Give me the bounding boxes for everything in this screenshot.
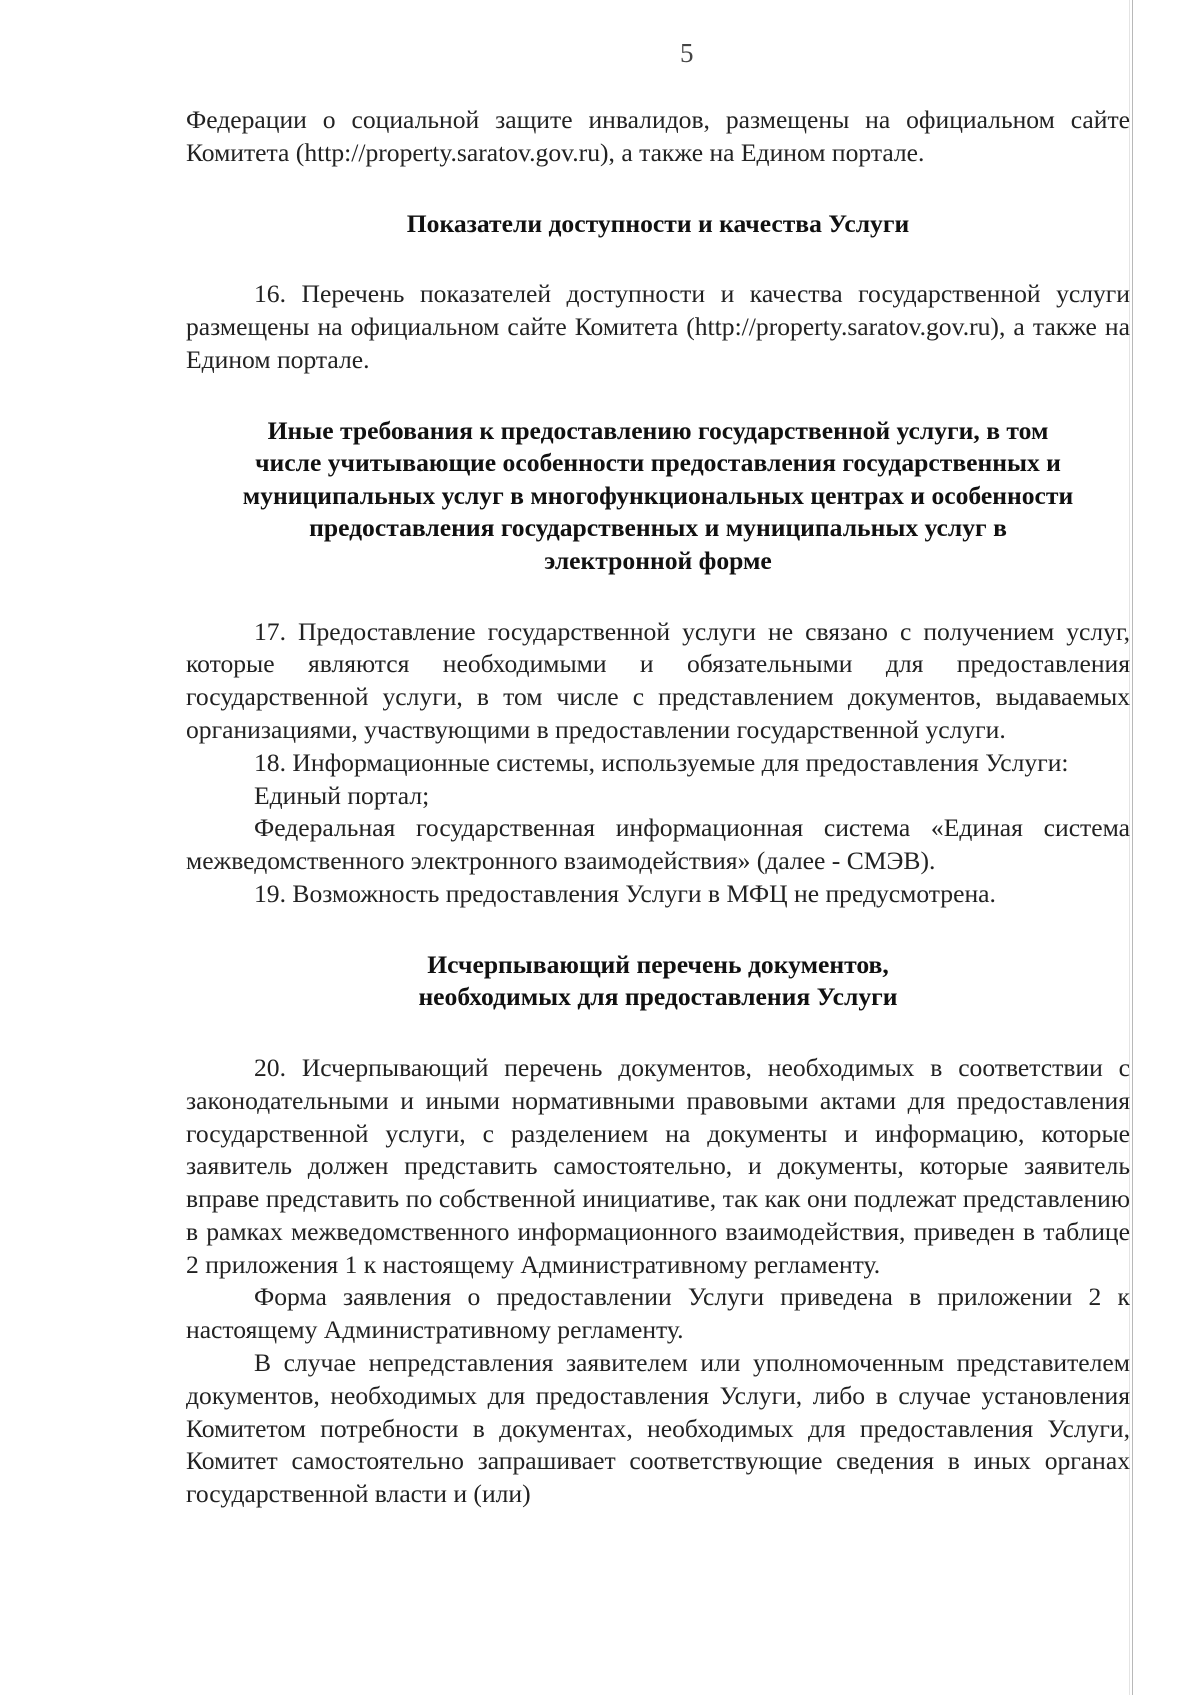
heading-exhaustive-list: [186, 949, 1130, 1014]
paragraph-20-application-form: Форма заявления о предоставлении Услуги приведена в приложении 2 к настоящему Административному регламенту.: [186, 1282, 1130, 1345]
heading-line: Исчерпывающий перечень документов,: [427, 949, 889, 979]
paragraph-16: 16. Перечень показателей доступности и качества государственной услуги размещены на официальном сайте Комитета (http://property.saratov.gov.ru), а также на Едином портале.: [186, 279, 1130, 374]
scan-edge: [1132, 0, 1133, 1695]
heading-line: необходимых для предоставления Услуги: [418, 982, 898, 1012]
paragraph-18: 18. Информационные системы, используемые для предоставления Услуги:: [254, 747, 1069, 777]
paragraph-20-interagency-request: В случае непредставления заявителем или уполномоченным представителем документов, необходимых для предоставления Услуги, либо в случае установления Комитетом потребности в документах, необходимых для предоставления Услуги, Комитет самостоятельно запрашивает соответствующие сведения в иных органах государственной власти и (или): [186, 1348, 1130, 1509]
heading-line: числе учитывающие особенности предоставления государственных и: [255, 448, 1061, 478]
heading-line: электронной форме: [544, 545, 772, 575]
heading-line: муниципальных услуг в многофункциональных центрах и особенности: [242, 480, 1074, 510]
heading-accessibility-quality: Показатели доступности и качества Услуги: [406, 208, 910, 238]
paragraph-19: 19. Возможность предоставления Услуги в МФЦ не предусмотрена.: [254, 878, 996, 908]
heading-line: предоставления государственных и муниципальных услуг в: [309, 513, 1007, 543]
paragraph-18-item-smev: Федеральная государственная информационная система «Единая система межведомственного электронного взаимодействия» (далее - СМЭВ).: [186, 813, 1130, 876]
paragraph-continuation: Федерации о социальной защите инвалидов, размещены на официальном сайте Комитета (http://property.saratov.gov.ru), а также на Едином портале.: [186, 105, 1130, 167]
document-body: [186, 104, 1130, 1511]
paragraph-20: 20. Исчерпывающий перечень документов, необходимых в соответствии с законодательными и иными нормативными правовыми актами для предоставления государственной услуги, с разделением на документы и информацию, которые заявитель должен представить самостоятельно, и документы, которые заявитель вправе представить по собственной инициативе, так как они подлежат представлению в рамках межведомственного информационного взаимодействия, приведен в таблице 2 приложения 1 к настоящему Административному регламенту.: [186, 1052, 1130, 1279]
heading-line: Иные требования к предоставлению государственной услуги, в том: [267, 415, 1049, 445]
paragraph-17: 17. Предоставление государственной услуги не связано с получением услуг, которые являются необходимыми и обязательными для предоставления государственной услуги, в том числе с представлением документов, выдаваемых организациями, участвующими в предоставлении государственной услуги.: [186, 616, 1130, 744]
heading-other-requirements: [186, 415, 1130, 578]
page-number: 5: [680, 38, 694, 68]
paragraph-18-item-portal: Единый портал;: [254, 780, 430, 810]
